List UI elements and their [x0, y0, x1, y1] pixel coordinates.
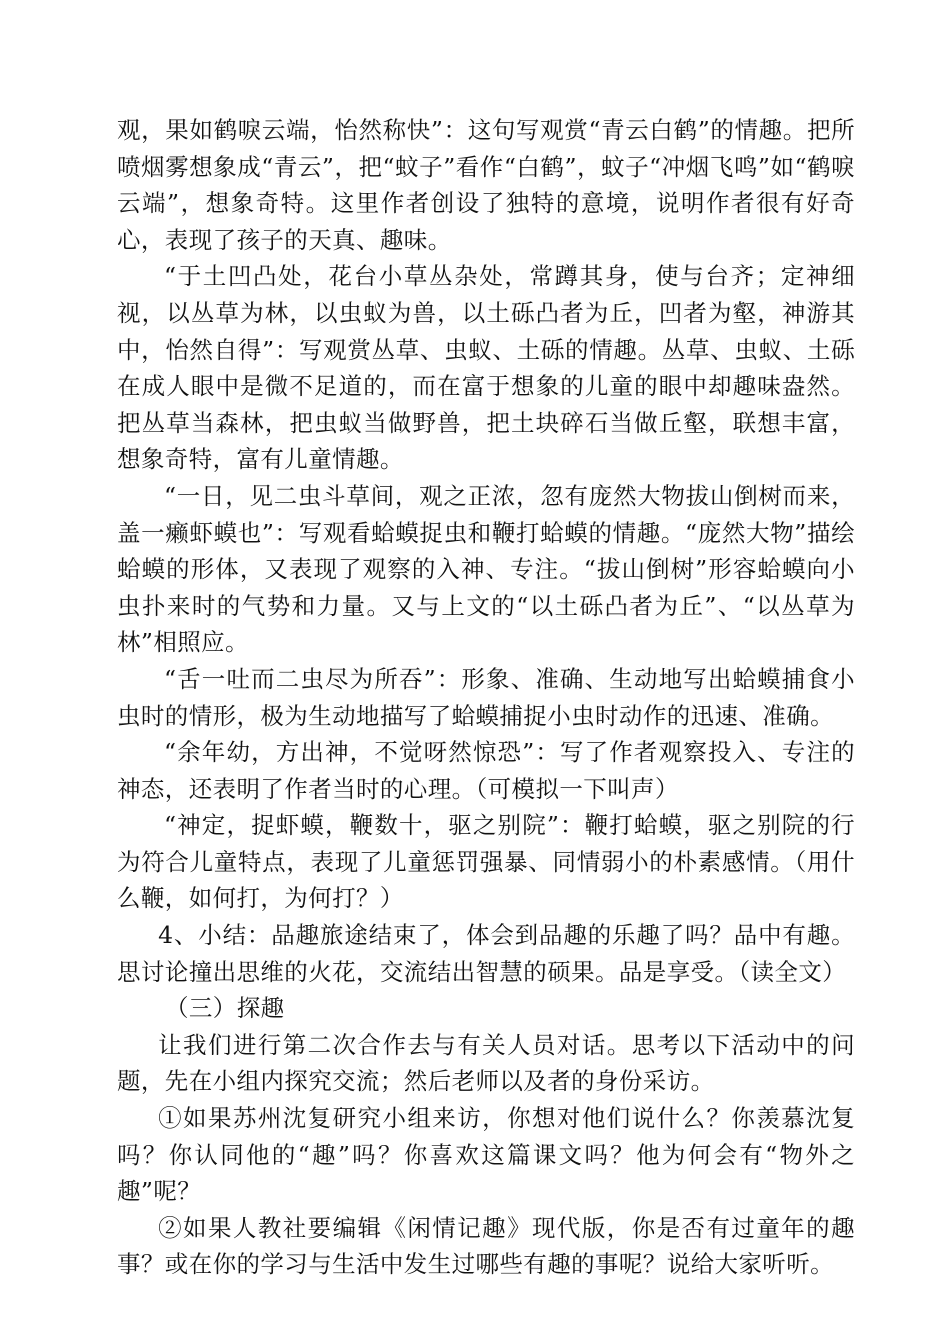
question-item-1: ①如果苏州沈复研究小组来访，你想对他们说什么？你羡慕沈复吗？你认同他的“趣”吗？你喜欢这篇课文吗？他为何会有“物外之趣”呢？	[117, 1104, 855, 1206]
section-heading-explore: （三）探趣	[165, 994, 285, 1023]
document-body	[117, 112, 855, 1283]
paragraph-whip-toad: “神定，捉虾蟆，鞭数十，驱之别院”：鞭打蛤蟆，驱之别院的行为符合儿童特点，表现了儿童惩罚强暴、同情弱小的朴素感情。（用什么鞭，如何打，为何打？）	[117, 811, 855, 913]
paragraph-continuation: 观，果如鹤唳云端，怡然称快”：这句写观赏“青云白鹤”的情趣。把所喷烟雾想象成“青云”，把“蚊子”看作“白鹤”，蚊子“冲烟飞鸣”如“鹤唳云端”，想象奇特。这里作者创设了独特的意境，说明作者很有好奇心，表现了孩子的天真、趣味。	[117, 116, 855, 254]
paragraph-toad-swallows: “舌一吐而二虫尽为所吞”：形象、准确、生动地写出蛤蟆捕食小虫时的情形，极为生动地描写了蛤蟆捕捉小虫时动作的迅速、准确。	[117, 664, 855, 730]
paragraph-toad-arrives: “一日，见二虫斗草间，观之正浓，忽有庞然大物拔山倒树而来，盖一癞虾蟆也”：写观看蛤蟆捉虫和鞭打蛤蟆的情趣。“庞然大物”描绘蛤蟆的形体，又表现了观察的入神、专注。“拔山倒树”形容蛤蟆向小虫扑来时的气势和力量。又与上文的“以土砾凸者为丘”、“以丛草为林”相照应。	[117, 481, 855, 657]
paragraph-summary: 4、小结：品趣旅途结束了，体会到品趣的乐趣了吗？品中有趣。思讨论撞出思维的火花，交流结出智慧的硕果。品是享受。（读全文）	[117, 921, 855, 986]
question-item-2: ②如果人教社要编辑《闲情记趣》现代版，你是否有过童年的趣事？或在你的学习与生活中发生过哪些有趣的事呢？说给大家听听。	[117, 1213, 855, 1279]
paragraph-second-cooperation: 让我们进行第二次合作去与有关人员对话。思考以下活动中的问题，先在小组内探究交流；然后老师以及者的身份采访。	[117, 1030, 855, 1096]
paragraph-author-startled: “余年幼，方出神，不觉呀然惊恐”：写了作者观察投入、专注的神态，还表明了作者当时的心理。（可模拟一下叫声）	[117, 738, 855, 803]
paragraph-grass-insects: “于土凹凸处，花台小草丛杂处，常蹲其身，使与台齐；定神细视，以丛草为林，以虫蚁为兽，以土砾凸者为丘，凹者为壑，神游其中，怡然自得”：写观赏丛草、虫蚁、土砾的情趣。丛草、虫蚁、土砾在成人眼中是微不足道的，而在富于想象的儿童的眼中却趣味盎然。把丛草当森林，把虫蚁当做野兽，把土块碎石当做丘壑，联想丰富，想象奇特，富有儿童情趣。	[117, 262, 855, 474]
